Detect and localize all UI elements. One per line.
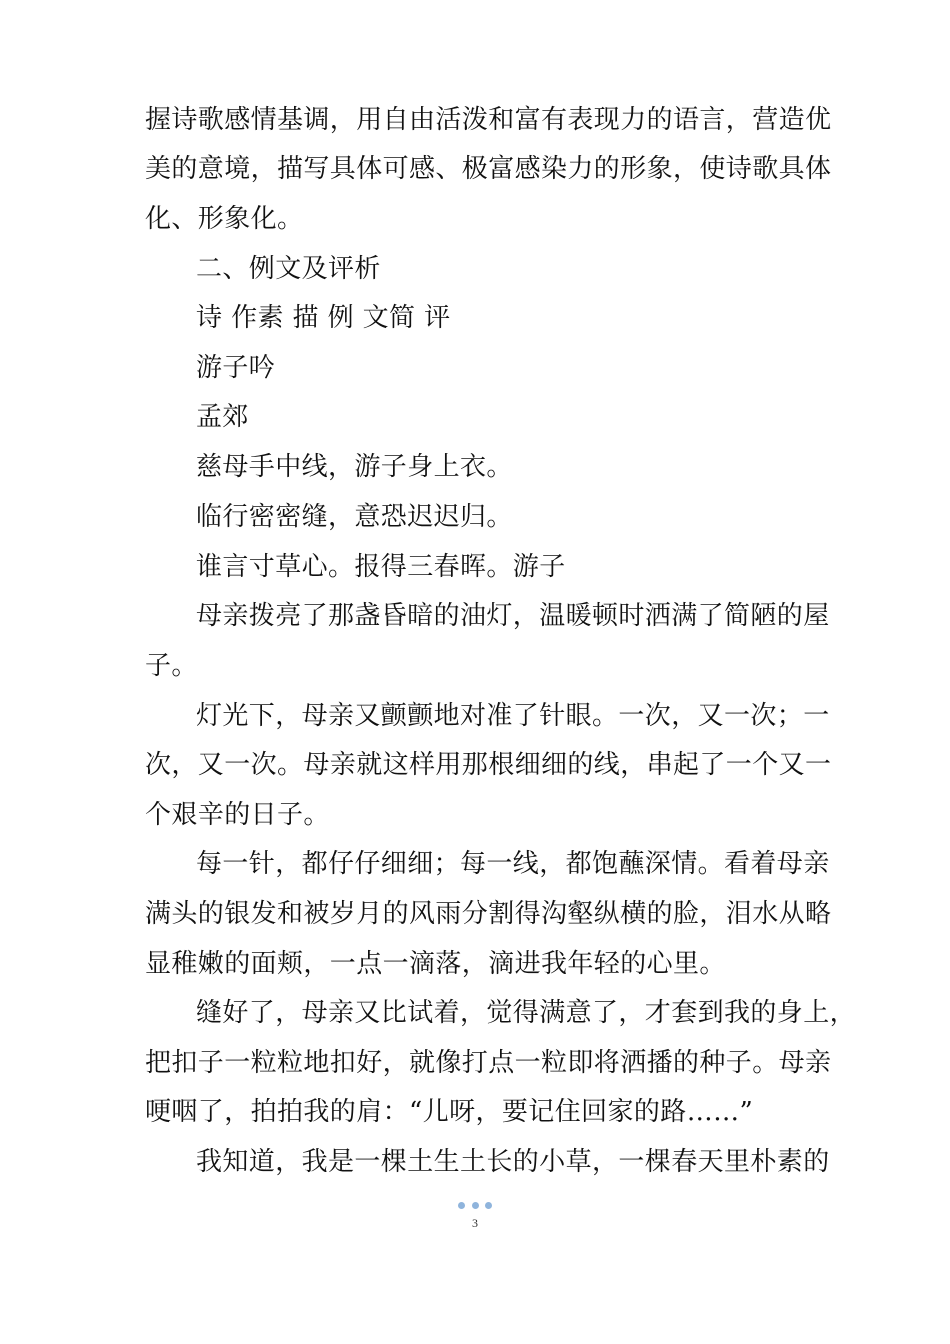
poem-line: 谁言寸草心。报得三春晖。游子 bbox=[196, 552, 566, 582]
text-line: 握诗歌感情基调，用自由活泼和富有表现力的语言，营造优 bbox=[145, 105, 832, 135]
text-line: 子。 bbox=[145, 651, 198, 681]
dot-icon bbox=[485, 1202, 492, 1209]
poem-author: 孟郊 bbox=[196, 402, 249, 432]
text-line: 灯光下，母亲又颤颤地对准了针眼。一次，又一次；一 bbox=[196, 701, 830, 731]
poem-line: 慈母手中线，游子身上衣。 bbox=[196, 452, 513, 482]
text-line: 诗 作素 描 例 文简 评 bbox=[196, 303, 451, 333]
footer-dots-icon bbox=[458, 1202, 492, 1210]
section-heading: 二、例文及评析 bbox=[196, 254, 381, 284]
poem-title: 游子吟 bbox=[196, 353, 276, 383]
dot-icon bbox=[472, 1202, 479, 1209]
text-line: 每一针，都仔仔细细；每一线，都饱蘸深情。看着母亲 bbox=[196, 849, 830, 879]
dot-icon bbox=[458, 1202, 465, 1209]
text-line: 母亲拨亮了那盏昏暗的油灯，温暖顿时洒满了简陋的屋 bbox=[196, 601, 830, 631]
text-line: 哽咽了，拍拍我的肩：“儿呀，要记住回家的路……” bbox=[145, 1097, 754, 1127]
poem-line: 临行密密缝，意恐迟迟归。 bbox=[196, 502, 513, 532]
text-line: 化、形象化。 bbox=[145, 204, 304, 234]
text-line: 次，又一次。母亲就这样用那根细细的线，串起了一个又一 bbox=[145, 750, 832, 780]
text-line: 美的意境，描写具体可感、极富感染力的形象，使诗歌具体 bbox=[145, 154, 832, 184]
page-number: 3 bbox=[472, 1216, 478, 1230]
text-line: 个艰辛的日子。 bbox=[145, 800, 330, 830]
text-line: 满头的银发和被岁月的风雨分割得沟壑纵横的脸，泪水从略 bbox=[145, 899, 832, 929]
text-line: 我知道，我是一棵土生土长的小草，一棵春天里朴素的 bbox=[196, 1147, 830, 1177]
text-line: 把扣子一粒粒地扣好，就像打点一粒即将洒播的种子。母亲 bbox=[145, 1048, 832, 1078]
text-line: 显稚嫩的面颊，一点一滴落，滴进我年轻的心里。 bbox=[145, 949, 726, 979]
text-line: 缝好了，母亲又比试着，觉得满意了，才套到我的身上， bbox=[196, 998, 857, 1028]
